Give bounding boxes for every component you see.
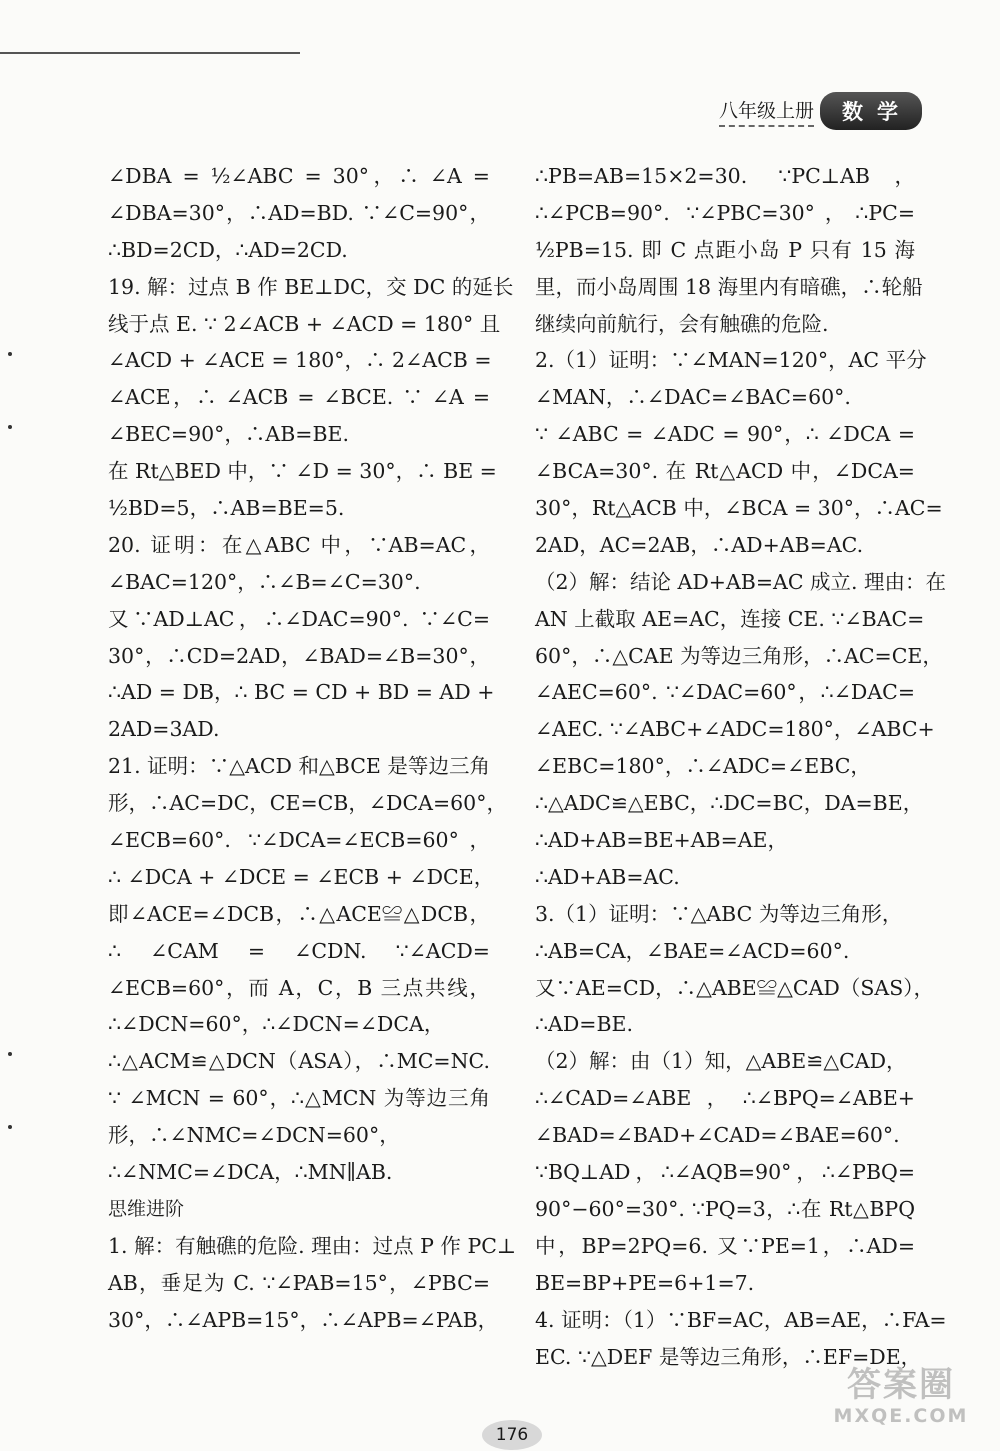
page-header — [719, 92, 922, 130]
subject-badge: 数学 — [820, 92, 922, 130]
text-line: ∠EBC=180°，∴∠ADC=∠EBC， — [535, 754, 871, 779]
text-line: ∴AD = DB，∴ BC = CD + BD = AD + — [108, 680, 495, 705]
text-line: AN 上截取 AE=AC，连接 CE. ∵∠BAC= — [535, 606, 925, 631]
text-line: ∴AB=CA，∠BAE=∠ACD=60°. — [535, 938, 850, 963]
text-line: ∴AD=BE. — [535, 1012, 634, 1037]
text-line: 4. 证明：（1）∵BF=AC，AB=AE，∴FA= — [535, 1307, 947, 1332]
margin-mark — [8, 1052, 12, 1056]
text-line: 在 Rt△BED 中，∵ ∠D = 30°，∴ BE = — [108, 459, 497, 484]
margin-mark — [8, 352, 12, 356]
text-line: ∵ ∠MCN = 60°，∴△MCN 为等边三角 — [108, 1086, 490, 1111]
text-line: 形，∴AC=DC，CE=CB，∠DCA=60°， — [108, 791, 507, 816]
margin-mark — [8, 1125, 12, 1129]
text-line: ∠ECB=60°. ∵∠DCA=∠ECB=60°， — [108, 828, 490, 853]
text-line: ∠AEC. ∵∠ABC+∠ADC=180°，∠ABC+ — [535, 717, 935, 742]
text-line: 90°−60°=30°. ∵PQ=3，∴在 Rt△BPQ — [535, 1196, 915, 1221]
text-line: ∠DBA=30°，∴AD=BD. ∵∠C=90°， — [108, 200, 490, 225]
text-line: 30°，∴∠APB=15°，∴∠APB=∠PAB， — [108, 1307, 499, 1332]
text-line: ∴AD+AB=AC. — [535, 864, 680, 889]
text-line: 又∵AD⊥AC，∴∠DAC=90°. ∵∠C= — [108, 606, 490, 631]
top-rule — [0, 52, 300, 54]
text-line: ½PB=15. 即 C 点距小岛 P 只有 15 海 — [535, 237, 915, 262]
text-line: 20. 证明：在△ABC 中，∵AB=AC， — [108, 532, 490, 557]
text-line: 2AD=3AD. — [108, 717, 220, 742]
text-line: 30°，Rt△ACB 中，∠BCA = 30°，∴AC= — [535, 496, 943, 521]
text-line: 1. 解：有触礁的危险. 理由：过点 P 作 PC⊥ — [108, 1233, 517, 1258]
text-line: （2）解：结论 AD+AB=AC 成立. 理由：在 — [535, 569, 947, 594]
text-line: 3.（1）证明：∵△ABC 为等边三角形， — [535, 901, 903, 926]
watermark-glyphs: 答案圈 — [847, 1365, 955, 1405]
text-line: ∴∠NMC=∠DCA，∴MN∥AB. — [108, 1160, 393, 1185]
right-column — [535, 158, 947, 1375]
section-heading: 思维进阶 — [108, 1197, 185, 1220]
text-line: 19. 解：过点 B 作 BE⊥DC，交 DC 的延长 — [108, 274, 514, 299]
text-line: ∠DBA = ½∠ABC = 30°，∴ ∠A = — [108, 164, 490, 188]
text-line: 2.（1）证明：∵∠MAN=120°，AC 平分 — [535, 348, 927, 373]
text-line: 2AD，AC=2AB，∴AD+AB=AC. — [535, 532, 864, 557]
text-line: ∠BAC=120°，∴∠B=∠C=30°. — [108, 569, 421, 594]
text-line: ∵ ∠ABC = ∠ADC = 90°，∴ ∠DCA = — [535, 422, 915, 447]
text-line: ∴∠PCB=90°. ∵∠PBC=30°，∴PC= — [535, 200, 915, 225]
text-line: ∴AD+AB=BE+AB=AE， — [535, 828, 789, 853]
text-line: 形，∴∠NMC=∠DCN=60°， — [108, 1123, 400, 1148]
text-line: BE=BP+PE=6+1=7. — [535, 1270, 755, 1295]
text-line: 线于点 E. ∵ 2∠ACB + ∠ACD = 180° 且 — [108, 311, 501, 336]
text-line: EC. ∵△DEF 是等边三角形，∴EF=DE， — [535, 1344, 922, 1369]
left-column — [108, 158, 517, 1339]
text-line: AB，垂足为 C. ∵∠PAB=15°，∠PBC= — [108, 1270, 490, 1295]
grade-label: 八年级上册 — [719, 96, 814, 127]
text-line: ∠AEC=60°. ∵∠DAC=60°，∴∠DAC= — [535, 680, 915, 705]
text-line: ∠ECB=60°，而 A，C，B 三点共线， — [108, 975, 490, 1000]
text-line: ∴△ADC≌△EBC，∴DC=BC，DA=BE， — [535, 791, 924, 816]
text-line: 30°，∴CD=2AD，∠BAD=∠B=30°， — [108, 643, 490, 668]
watermark-url: MXQE.COM — [833, 1405, 969, 1427]
page-number: 176 — [482, 1420, 542, 1450]
text-line: ∴ ∠DCA + ∠DCE = ∠ECB + ∠DCE， — [108, 864, 495, 889]
text-line: 即∠ACE=∠DCB，∴△ACE≌△DCB， — [108, 901, 490, 926]
text-line: ∠BAD=∠BAD+∠CAD=∠BAE=60°. — [535, 1123, 900, 1148]
text-line: ∵BQ⊥AD，∴∠AQB=90°，∴∠PBQ= — [535, 1160, 915, 1185]
text-line: 21. 证明：∵△ACD 和△BCE 是等边三角 — [108, 754, 490, 779]
text-line: ∠MAN，∴∠DAC=∠BAC=60°. — [535, 385, 851, 410]
text-line: ∠ACD + ∠ACE = 180°，∴ 2∠ACB = — [108, 348, 492, 373]
text-line: ∴△ACM≌△DCN（ASA），∴MC=NC. — [108, 1049, 490, 1074]
text-line: 又∵AE=CD，∴△ABE≌△CAD（SAS）， — [535, 975, 934, 1000]
text-line: 继续向前航行，会有触礁的危险. — [535, 311, 829, 336]
text-line: ∴PB=AB=15×2=30. ∵PC⊥AB， — [535, 164, 915, 188]
text-line: （2）解：由（1）知，△ABE≌△CAD， — [535, 1049, 907, 1074]
text-line: ∴BD=2CD，∴AD=2CD. — [108, 237, 348, 262]
text-line: ∴∠CAD=∠ABE，∴∠BPQ=∠ABE+ — [535, 1086, 915, 1111]
text-line: ∴ ∠CAM = ∠CDN. ∵∠ACD= — [108, 938, 490, 963]
margin-mark — [8, 425, 12, 429]
watermark-logo — [816, 1365, 986, 1435]
text-line: ∠ACE，∴ ∠ACB = ∠BCE. ∵ ∠A = — [108, 385, 490, 410]
text-line: ∠BEC=90°，∴AB=BE. — [108, 422, 349, 447]
text-line: 60°，∴△CAE 为等边三角形，∴AC=CE， — [535, 643, 943, 668]
text-line: ½BD=5，∴AB=BE=5. — [108, 496, 345, 521]
text-line: ∴∠DCN=60°，∴∠DCN=∠DCA， — [108, 1012, 445, 1037]
text-line: 中，BP=2PQ=6. 又∵PE=1，∴AD= — [535, 1233, 915, 1258]
text-line: ∠BCA=30°. 在 Rt△ACD 中，∠DCA= — [535, 459, 915, 484]
text-line: 里，而小岛周围 18 海里内有暗礁，∴轮船 — [535, 274, 923, 299]
